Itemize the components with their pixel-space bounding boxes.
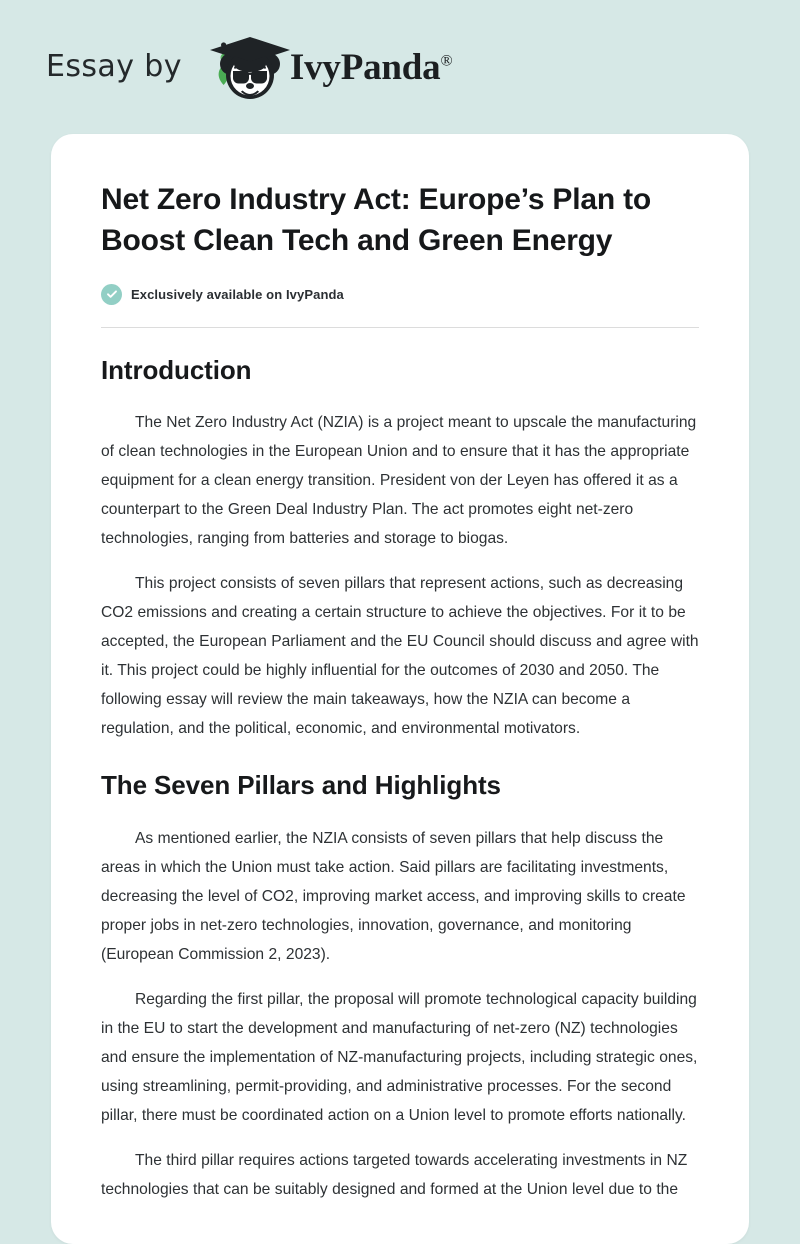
section-heading-introduction: Introduction — [101, 354, 252, 385]
brand-header — [0, 0, 800, 134]
registered-trademark-icon: ® — [440, 52, 453, 70]
header-divider — [101, 327, 699, 328]
page-title: Net Zero Industry Act: Europe’s Plan to Boost Clean Tech and Green Energy — [101, 183, 652, 257]
essay-by-label: Essay by — [46, 49, 182, 84]
panda-graduate-logo — [198, 31, 294, 103]
paragraph: This project consists of seven pillars that represent actions, such as decreasing CO2 emissions and creating a certain structure to achieve the objectives. For it to be accepted, the European Parliament and the EU Council should discuss and agree with it. This project could be highly influential for the outcomes of 2030 and 2050. The following essay will review the main takeaways, how the NZIA can become a regulation, and the political, economic, and environmental motivators. — [101, 575, 699, 738]
ivypanda-logo-link[interactable] — [198, 31, 453, 103]
section-heading-seven-pillars: The Seven Pillars and Highlights — [101, 770, 501, 801]
paragraph: As mentioned earlier, the NZIA consists of seven pillars that help discuss the areas in which the Union must take action. Said pillars are facilitating investments, decreasing the level of CO2, improving market access, and improving skills to create proper jobs in net-zero technologies, innovation, governance, and monitoring (European Commission 2, 2023). — [101, 829, 686, 963]
check-circle-icon — [101, 284, 122, 305]
ivypanda-wordmark — [289, 46, 453, 88]
paragraph: Regarding the first pillar, the proposal will promote technological capacity building in the EU to start the development and manufacturing of net-zero (NZ) technologies and ensure the implementation of NZ-manufacturing projects, including strategic ones, using streamlining, permit-providing, and administrative processes. For the second pillar, there must be coordinated action on a Union level to promote efforts nationally. — [101, 990, 698, 1124]
paragraph: The Net Zero Industry Act (NZIA) is a project meant to upscale the manufacturing of clean technologies in the European Union and to ensure that it has the appropriate equipment for a clean energy transition. President von der Leyen has offered it as a counterpart to the Green Deal Industry Plan. The act promotes eight net-zero technologies, ranging from batteries and storage to biogas. — [101, 414, 697, 548]
status-badge — [101, 284, 699, 305]
essay-card — [51, 134, 749, 1244]
status-badge-label: Exclusively available on IvyPanda — [131, 286, 344, 302]
wordmark-text: IvyPanda — [289, 46, 441, 88]
paragraph: The third pillar requires actions targeted towards accelerating investments in NZ technologies that can be suitably designed and formed at the Union level due to the — [101, 1151, 688, 1198]
